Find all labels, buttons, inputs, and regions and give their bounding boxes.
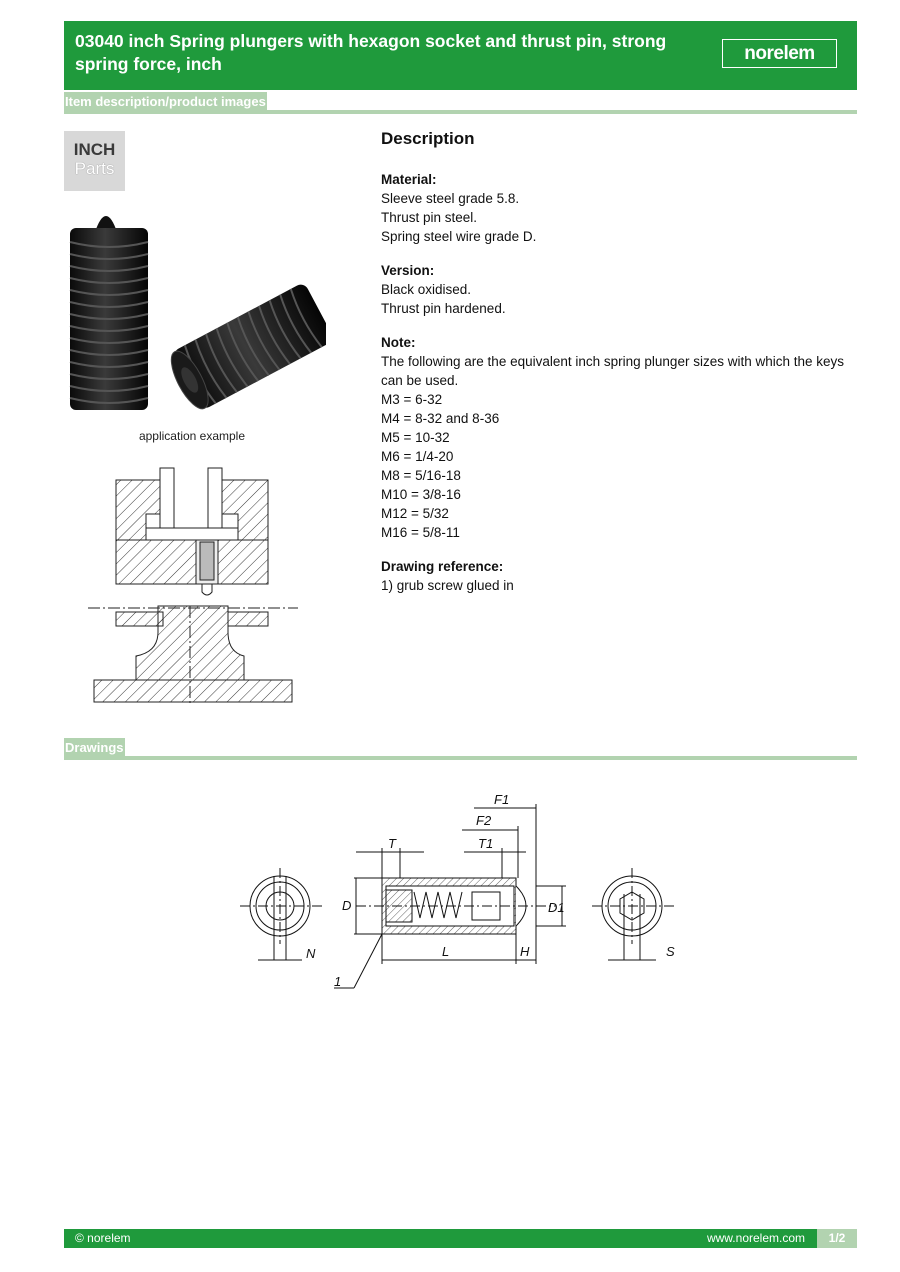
application-example-caption: application example <box>138 429 246 443</box>
page-header <box>64 21 857 90</box>
note-size: M4 = 8-32 and 8-36 <box>381 411 500 426</box>
right-end-view <box>592 868 676 960</box>
material-line: Thrust pin steel. <box>381 210 478 225</box>
material-line: Spring steel wire grade D. <box>381 229 537 244</box>
section-drawings-label: Drawings <box>64 738 125 760</box>
lying-plunger <box>164 282 326 415</box>
description-heading: Description <box>381 129 475 148</box>
badge-line1: INCH <box>73 140 116 159</box>
dim-f1: F1 <box>494 792 510 807</box>
dim-d: D <box>342 898 352 913</box>
version-line: Thrust pin hardened. <box>381 301 506 316</box>
section-drawings <box>64 738 857 760</box>
dim-f2: F2 <box>476 813 492 828</box>
dim-d1: D1 <box>548 900 565 915</box>
version-block <box>381 261 851 318</box>
version-label: Version: <box>381 263 435 278</box>
dim-s: S <box>666 944 675 959</box>
page-footer <box>64 1229 857 1248</box>
norelem-logo: norelem <box>722 39 837 68</box>
section-item-description <box>64 92 857 114</box>
footer-website-link[interactable]: www.norelem.com <box>706 1231 805 1245</box>
technical-drawing <box>236 784 686 994</box>
note-size: M12 = 5/32 <box>381 506 449 521</box>
description-panel <box>381 128 851 610</box>
footer-copyright: © norelem <box>75 1231 131 1245</box>
dim-t1: T1 <box>478 836 494 851</box>
footer-page-number: 1/2 <box>817 1229 857 1248</box>
note-size: M6 = 1/4-20 <box>381 449 454 464</box>
application-example-drawing <box>88 456 298 708</box>
material-line: Sleeve steel grade 5.8. <box>381 191 520 206</box>
drawing-reference-text: 1) grub screw glued in <box>381 578 514 593</box>
material-label: Material: <box>381 172 437 187</box>
product-photo <box>64 200 326 422</box>
side-view <box>334 804 566 988</box>
version-line: Black oxidised. <box>381 282 472 297</box>
page-title: 03040 inch Spring plungers with hexagon socket and thrust pin, strong spring force, inch <box>75 31 667 74</box>
standing-plunger <box>70 216 148 410</box>
note-intro: The following are the equivalent inch spring plunger sizes with which the keys can be used. <box>381 354 845 388</box>
dim-l: L <box>442 944 450 959</box>
note-size: M5 = 10-32 <box>381 430 450 445</box>
inch-parts-badge <box>64 131 125 191</box>
dim-h: H <box>520 944 530 959</box>
note-block <box>381 333 851 542</box>
note-size: M8 = 5/16-18 <box>381 468 461 483</box>
note-size: M16 = 5/8-11 <box>381 525 460 540</box>
section-item-description-label: Item description/product images <box>64 92 267 114</box>
drawing-reference-label: Drawing reference: <box>381 559 504 574</box>
drawing-reference-block <box>381 557 851 595</box>
note-size: M10 = 3/8-16 <box>381 487 461 502</box>
note-label: Note: <box>381 335 416 350</box>
dim-n: N <box>306 946 316 961</box>
dim-t: T <box>388 836 396 851</box>
dim-ref-1: 1 <box>334 974 342 989</box>
note-size: M3 = 6-32 <box>381 392 443 407</box>
badge-line2: Parts <box>74 159 115 178</box>
material-block <box>381 170 851 246</box>
